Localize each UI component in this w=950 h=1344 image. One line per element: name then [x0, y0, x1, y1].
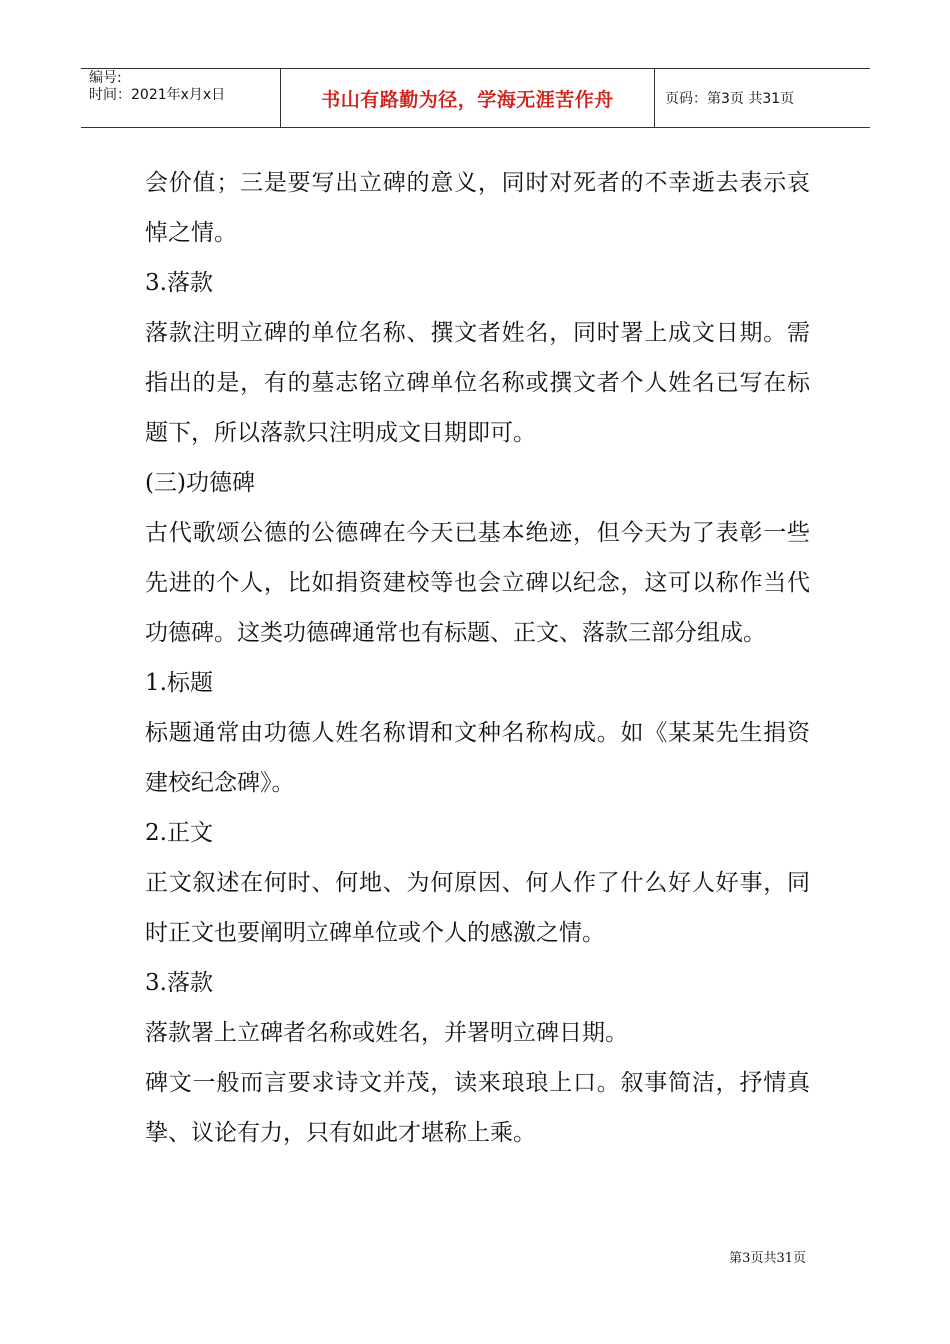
section-heading: 2.正文 — [145, 820, 213, 846]
section-heading: 3.落款 — [145, 970, 213, 996]
paragraph: 正文叙述在何时、何地、为何原因、何人作了什么好人好事，同时正文也要阐明立碑单位或个人的感激之情。 — [145, 870, 810, 946]
page-header — [81, 68, 870, 128]
page-footer: 第3页共31页 — [729, 1251, 806, 1266]
section-heading: 3.落款 — [145, 270, 213, 296]
paragraph: 落款注明立碑的单位名称、撰文者姓名，同时署上成文日期。需指出的是，有的墓志铭立碑单位名称或撰文者个人姓名已写在标题下，所以落款只注明成文日期即可。 — [145, 320, 810, 446]
section-heading: (三)功德碑 — [145, 470, 255, 496]
document-body — [145, 158, 810, 1158]
section-heading: 1.标题 — [145, 670, 213, 696]
paragraph: 标题通常由功德人姓名称谓和文种名称构成。如《某某先生捐资建校纪念碑》。 — [145, 720, 810, 796]
document-date: 时间：2021年x月x日 — [89, 87, 226, 103]
paragraph: 会价值；三是要写出立碑的意义，同时对死者的不幸逝去表示哀悼之情。 — [145, 170, 810, 246]
header-page-number: 页码：第3页 共31页 — [665, 91, 795, 107]
header-meta — [81, 69, 281, 127]
paragraph: 古代歌颂公德的公德碑在今天已基本绝迹，但今天为了表彰一些先进的个人，比如捐资建校等也会立碑以纪念，这可以称作当代功德碑。这类功德碑通常也有标题、正文、落款三部分组成。 — [145, 520, 810, 646]
paragraph: 落款署上立碑者名称或姓名，并署明立碑日期。 — [145, 1020, 628, 1046]
paragraph: 碑文一般而言要求诗文并茂，读来琅琅上口。叙事简洁，抒情真挚、议论有力，只有如此才堪称上乘。 — [145, 1070, 810, 1146]
header-motto: 书山有路勤为径，学海无涯苦作舟 — [281, 69, 655, 127]
document-number-label: 编号: — [89, 70, 122, 86]
